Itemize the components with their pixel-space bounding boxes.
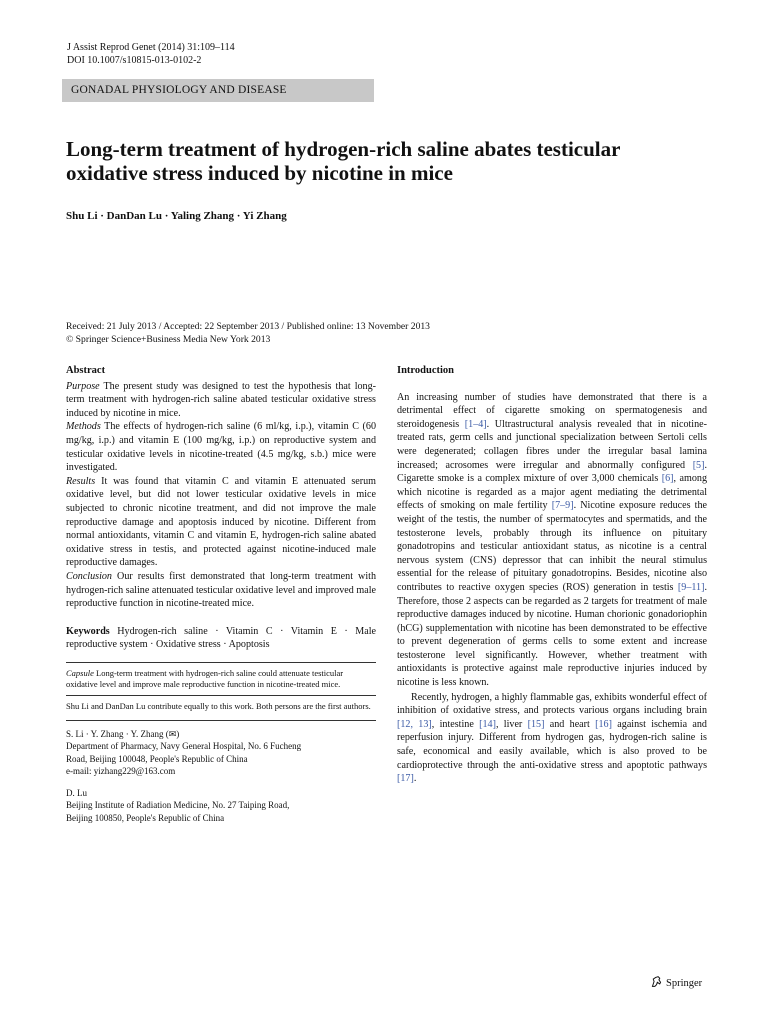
citation-link[interactable]: [14]	[479, 718, 496, 730]
results-label: Results	[66, 475, 96, 487]
intro-paragraph-2	[397, 691, 707, 786]
citation-link[interactable]: [15]	[527, 718, 545, 730]
citation-link[interactable]: [17]	[397, 773, 414, 785]
capsule-label: Capsule	[66, 667, 94, 678]
methods-label: Methods	[66, 421, 101, 433]
affiliations	[66, 720, 376, 825]
capsule-text: Long-term treatment with hydrogen-rich saline could attenuate testicular oxidative level and improve male reproductive function in nicotine-treated mice.	[66, 667, 344, 689]
abstract-purpose	[66, 380, 376, 421]
citation-link[interactable]: [6]	[661, 473, 674, 485]
affiliation1-line1: Department of Pharmacy, Navy General Hospital, No. 6 Fucheng	[66, 741, 302, 752]
intro-text: Recently, hydrogen, a highly flammable gas, exhibits wonderful effect of inhibition of oxidative stress, and protects various organs including brain	[397, 691, 707, 717]
copyright-line: © Springer Science+Business Media New York 2013	[66, 333, 271, 345]
equal-contribution-note: Shu Li and DanDan Lu contribute equally to this work. Both persons are the first authors.	[66, 695, 376, 712]
keywords	[66, 625, 376, 652]
intro-text: and heart	[544, 718, 596, 730]
purpose-text: The present study was designed to test the hypothesis that long-term treatment with hydrogen-rich saline abated testicular oxidative stress induced by nicotine in mice.	[66, 380, 376, 419]
intro-text: against ischemia and reperfusion injury. Different from hydrogen gas, hydrogen-rich saline is safe, economical and easily available, which is also proved to be cardioprotective through the anti-oxidative stress and apoptotic pathways	[397, 718, 707, 771]
citation-link[interactable]: [12, 13]	[397, 718, 432, 730]
right-column	[397, 364, 707, 786]
abstract-conclusion	[66, 570, 376, 611]
citation-link[interactable]: [5]	[692, 459, 705, 471]
affiliation2-line2: Beijing 100850, People's Republic of China	[66, 812, 225, 823]
introduction-heading: Introduction	[397, 365, 454, 376]
intro-text: . Ultrastructural analysis revealed that in nicotine-treated rats, germ cells and junctional specialization between Sertoli cells were degenerated; collagen fibres under the irregular basal lamina increased; acrosomes were irregular and abnormally configured	[397, 418, 707, 471]
abstract-methods	[66, 420, 376, 474]
capsule-box	[66, 662, 376, 690]
intro-text: . Nicotine exposure reduces the weight of the testis, the number of spermatocytes and spermatids, and the testosterone levels, probably through its influence on pituitary gonadotropins and testicular antioxidant status, as nicotine is a central nervous system (CNS) depressor that can inhibit the neural stimulus essential for the release of pituitary gonadotropins. Besides, nicotine also contributes to reactive oxygen species (ROS) generation in testis	[397, 500, 707, 593]
conclusion-label: Conclusion	[66, 570, 112, 582]
citation-link[interactable]: [1–4]	[464, 418, 487, 430]
affiliation2-names: D. Lu	[66, 787, 87, 798]
citation-link[interactable]: [9–11]	[677, 581, 705, 593]
intro-text: . Therefore, those 2 aspects can be regarded as 2 targets for treatment of male reproductive damages induced by nicotine. Human chorionic gonadoriophin (hCG) supplementation with nicotine has been demonstrated to be effective to prevent degeneration of germs cells to some extent and increase testosterone level significantly. However, whether treatment with antioxidants is protective against male reproductive injuries induced by nicotine is less known.	[397, 581, 707, 689]
affiliation1-line2: Road, Beijing 100048, People's Republic of China	[66, 753, 248, 764]
author-list: Shu Li · DanDan Lu · Yaling Zhang · Yi Zhang	[66, 210, 287, 222]
article-title: Long-term treatment of hydrogen-rich saline abates testicular oxidative stress induced by nicotine in mice	[66, 137, 621, 185]
intro-text: , intestine	[431, 718, 480, 730]
affiliation1-email[interactable]: e-mail: yizhang229@163.com	[66, 766, 176, 777]
intro-paragraph-1	[397, 391, 707, 690]
methods-text: The effects of hydrogen-rich saline (6 ml/kg, i.p.), vitamin C (60 mg/kg, i.p.) and vitamin E (100 mg/kg, i.p.) on reproductive system and testicular oxidative levels in nicotine-treated (4.5 mg/kg, s.b.) mice were investigated.	[66, 421, 376, 474]
conclusion-text: Our results first demonstrated that long-term treatment with hydrogen-rich saline attenuated testicular oxidative level and improved male reproductive function in nicotine-treated mice.	[66, 570, 376, 610]
doi: DOI 10.1007/s10815-013-0102-2	[67, 55, 202, 66]
citation-link[interactable]: [7–9]	[551, 500, 574, 512]
section-label: GONADAL PHYSIOLOGY AND DISEASE	[62, 79, 374, 102]
intro-text: An increasing number of studies have demonstrated that there is a detrimental effect of cigarette smoking on spermatogenesis and steroidogenesis	[397, 391, 707, 430]
publisher-name: Springer	[666, 977, 703, 989]
left-column	[66, 364, 376, 824]
intro-text: . Cigarette smoke is a complex mixture of over 3,000 chemicals	[397, 459, 707, 485]
abstract-heading: Abstract	[66, 365, 106, 376]
affiliation2-line1: Beijing Institute of Radiation Medicine, No. 27 Taiping Road,	[66, 800, 290, 811]
intro-text: .	[413, 773, 417, 785]
purpose-label: Purpose	[66, 380, 100, 392]
intro-text: , liver	[495, 718, 528, 730]
dates-line: Received: 21 July 2013 / Accepted: 22 September 2013 / Published online: 13 November 2013	[66, 321, 430, 332]
springer-horse-icon	[650, 975, 663, 991]
keywords-text: Hydrogen-rich saline · Vitamin C · Vitamin E · Male reproductive system · Oxidative stress · Apoptosis	[66, 625, 376, 651]
affiliation1-names: S. Li · Y. Zhang · Y. Zhang (✉)	[66, 728, 180, 739]
journal-ref: J Assist Reprod Genet (2014) 31:109–114	[67, 42, 235, 53]
citation-link[interactable]: [16]	[595, 718, 612, 730]
publication-dates	[66, 321, 706, 346]
keywords-label: Keywords	[66, 625, 110, 637]
intro-text: , among which nicotine is regarded as a major agent mediating the detrimental effects of smoking on male fertility	[397, 473, 707, 512]
abstract-results	[66, 475, 376, 570]
publisher-footer	[650, 975, 702, 991]
results-text: It was found that vitamin C and vitamin E attenuated serum oxidative level, but did not lower testicular oxidative levels in mice subjected to chronic nicotine treatment, and did not improve the male reproductive damage and apoptosis induced by nicotine. Different from normal antioxidants, vitamin C and vitamin E, hydrogen-rich saline abated oxidative stress in testis, and protected against nicotine-induced male reproductive damages.	[66, 475, 376, 569]
journal-citation	[67, 41, 235, 67]
